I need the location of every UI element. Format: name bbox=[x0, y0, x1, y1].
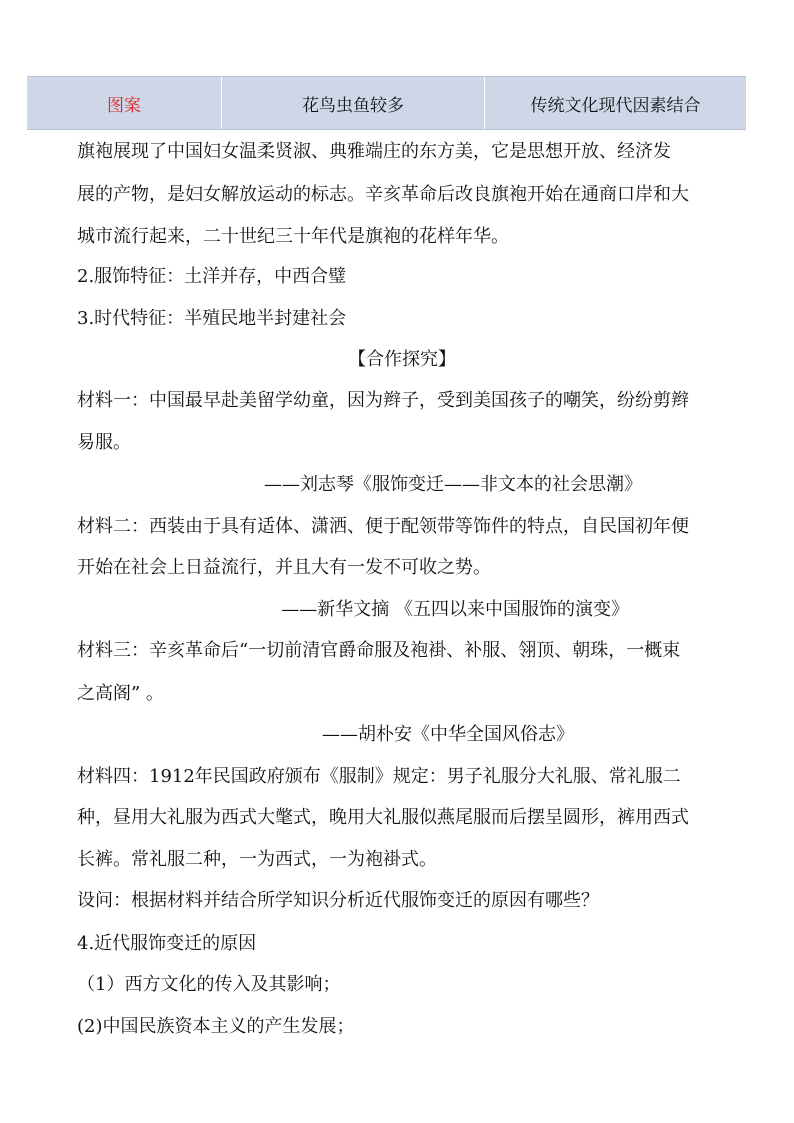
material-one-line: 材料一：中国最早赴美留学幼童，因为辫子，受到美国孩子的嘲笑，纷纷剪辫 bbox=[77, 390, 689, 411]
material-three-line: 材料三：辛亥革命后“一切前清官爵命服及袍褂、补服、翎顶、朝珠，一概束 bbox=[77, 640, 681, 661]
material-one-line: 易服。 bbox=[77, 432, 131, 453]
citation-line: ——刘志琴《服饰变迁——非文本的社会思潮》 bbox=[264, 474, 642, 495]
material-two-line: 材料二：西装由于具有适体、潇洒、便于配领带等饰件的特点，自民国初年便 bbox=[77, 516, 689, 537]
material-three-line: 之高阁” 。 bbox=[77, 683, 164, 704]
cause-item: (2)中国民族资本主义的产生发展； bbox=[77, 1016, 355, 1037]
era-feature-line: 3.时代特征：半殖民地半封建社会 bbox=[77, 308, 347, 329]
citation-line: ——新华文摘 《五四以来中国服饰的演变》 bbox=[281, 599, 629, 620]
material-two-line: 开始在社会上日益流行，并且大有一发不可收之势。 bbox=[77, 557, 491, 578]
causes-heading: 4.近代服饰变迁的原因 bbox=[77, 933, 257, 954]
table-cell-tradition: 传统文化现代因素结合 bbox=[530, 95, 701, 116]
table-cell-flowers: 花鸟虫鱼较多 bbox=[222, 77, 485, 129]
paragraph-line: 城市流行起来，二十世纪三十年代是旗袍的花样年华。 bbox=[77, 226, 509, 247]
paragraph-line: 展的产物，是妇女解放运动的标志。辛亥革命后改良旗袍开始在通商口岸和大 bbox=[77, 184, 689, 205]
costume-feature-line: 2.服饰特征：土洋并存，中西合璧 bbox=[77, 266, 347, 287]
material-four-line: 长裤。常礼服二种，一为西式，一为袍褂式。 bbox=[77, 849, 437, 870]
paragraph-line: 旗袍展现了中国妇女温柔贤淑、典雅端庄的东方美，它是思想开放、经济发 bbox=[77, 141, 671, 162]
material-four-line: 种，昼用大礼服为西式大氅式，晚用大礼服似燕尾服而后摆呈圆形，裤用西式 bbox=[77, 807, 689, 828]
table-cell-pattern: 图案 bbox=[27, 77, 222, 129]
section-heading: 【合作探究】 bbox=[348, 349, 456, 370]
cause-item: （1）西方文化的传入及其影响； bbox=[77, 974, 341, 995]
material-four-line: 材料四：1912年民国政府颁布《服制》规定：男子礼服分大礼服、常礼服二 bbox=[77, 766, 681, 787]
question-line: 设问：根据材料并结合所学知识分析近代服饰变迁的原因有哪些？ bbox=[77, 890, 599, 911]
citation-line: ——胡朴安《中华全国风俗志》 bbox=[322, 724, 574, 745]
summary-table-row bbox=[27, 76, 746, 130]
